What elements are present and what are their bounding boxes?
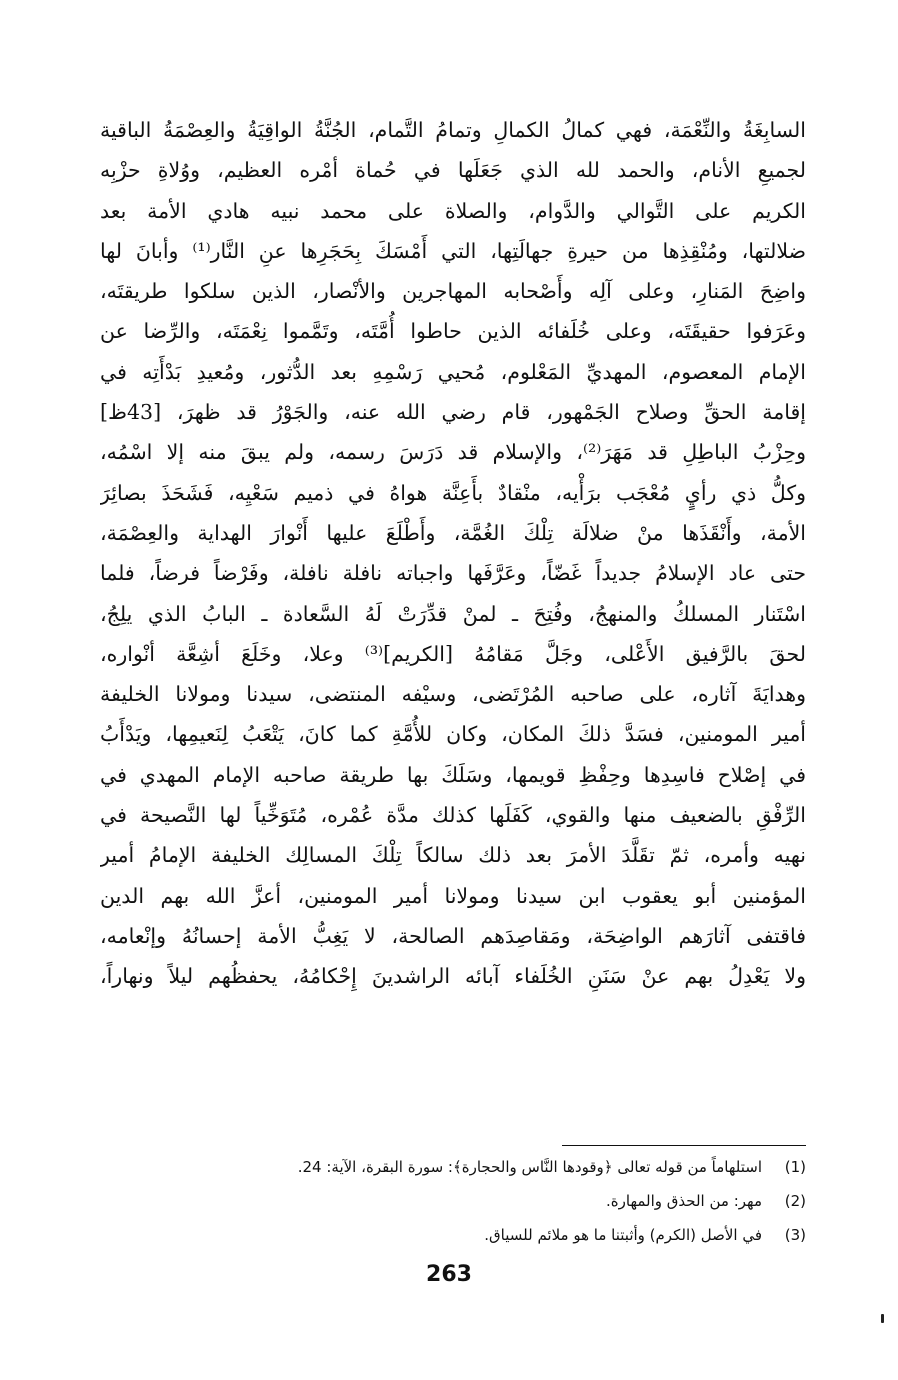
footnote-item [100, 1150, 806, 1184]
text-line: وهدايَةَ آثاره، على صاحبه المُرْتَضى، وسيْفه المنتضى، سيدنا ومولانا الخليفة [100, 682, 806, 707]
text-line: لحقَ بالرَّفيق الأَعْلى، وجَلَّ مَقامُهُ [الكريم]⁽³⁾ وعلا، وخَلَعَ أشِعَّة أنْواره، [100, 641, 806, 666]
text-line: وكلُّ ذي رأيٍ مُعْجَب برَأْيه، منْقادٌ بأَعِنَّة هواهُ في ذميم سَعْيِه، فَشَحَذَ بصائِرَ [100, 480, 806, 505]
page-number: 263 [426, 1262, 472, 1287]
text-line: نهيه وأمره، ثمّ تقَلَّدَ الأمرَ بعد ذلك سالكاً تِلْكَ المسالِك الخليفة الإمامُ أمير [100, 843, 806, 868]
text-line: الإمام المعصوم، المهديِّ المَعْلوم، مُحيي رَسْمِهِ بعد الدُّثور، ومُعيدِ بَدْأَتِه في [100, 359, 806, 384]
footnote-text: استلهاماً من قوله تعالى ﴿وقودها النَّاس والحجارة﴾: سورة البقرة، الآية: 24. [297, 1158, 762, 1176]
footnote-item [100, 1218, 806, 1252]
text-line: المؤمنين أبو يعقوب ابن سيدنا ومولانا أمير المومنين، أعزَّ الله بهم الدين [100, 883, 806, 908]
text-line: إقامة الحقِّ وصلاح الجَمْهور، قام رضي الله عنه، والجَوْرُ قد ظهرَ، [43ظ] [100, 400, 806, 425]
footnote-text: مهر: من الحذق والمهارة. [606, 1192, 762, 1210]
text-line: ضلالتها، ومُنْقِذِها من حيرةِ جهالَتِها، التي أَمْسَكَ بِحَجَرِها عنِ النَّار⁽¹⁾ وأبانَ لها [100, 238, 806, 263]
text-line: وعَرَفوا حقيقَتَه، وعلى خُلَفائه الذين حاطوا أُمَّتَه، وتَمَّموا نِعْمَتَه، والرِّضا عن [100, 319, 806, 344]
text-line: حتى عاد الإسلامُ جديداً غَضّاً، وعَرَّفَها واجباته نافلة نافلة، وفَرْضاً فرضاً، فلما [100, 561, 806, 586]
text-line: واضِحَ المَنارِ، وعلى آلِه وأَصْحابه المهاجرين والأنْصار، الذين سلكوا طريقتَه، [100, 279, 806, 304]
text-line: الرِّفْقِ بالضعيف منها والقوي، كَفَلَها كذلك مدَّة عُمْره، مُتَوَخِّياً لها النَّصيحة في [100, 803, 806, 828]
text-line: في إصْلاح فاسِدِها وحِفْظِ قويمها، وسَلَكَ بها طريقة صاحبه الإمام المهدي في [100, 762, 806, 787]
text-line: السابِغَةُ والنِّعْمَة، فهي كمالُ الكمالِ وتمامُ التَّمام، الجُنَّةُ الواقِيَةُ والعِصْمَةُ الباقية [100, 118, 806, 142]
text-line: ولا يَعْدِلُ بهم عنْ سَنَنِ الخُلَفاء آبائه الراشدينَ إِحْكامُهُ، يحفظُهم ليلاً ونهاراً، [100, 964, 806, 989]
footnote-number: (3) [784, 1226, 806, 1244]
text-line: الكريم على التَّوالي والدَّوام، والصلاة على محمد نبيه هادي الأمة بعد [100, 198, 806, 223]
text-line: وحِزْبُ الباطِلِ قد مَهَرَ⁽²⁾، والإسلام قد دَرَسَ رسمه، ولم يبقَ منه إلا اسْمُه، [100, 440, 806, 465]
footnote-separator [562, 1145, 806, 1146]
footnotes [100, 1150, 806, 1252]
main-text-block [100, 110, 806, 997]
text-line: فاقتفى آثارَهم الواضِحَة، ومَقاصِدَهم الصالحة، لا يَغِبُّ الأمة إحسانُهُ وإنْعامه، [100, 923, 806, 948]
footnote-item [100, 1184, 806, 1218]
text-line: أمير المومنين، فسَدَّ ذلكَ المكان، وكان للأُمَّةِ كما كانَ، يَتْعَبُ لِنَعيمِها، ويَدْأَبُ [100, 722, 806, 747]
text-line: لجميعِ الأنام، والحمد لله الذي جَعَلَها في حُماة أمْره العظيم، ووُلاةِ حزْبِه [100, 158, 806, 183]
scan-edge-mark [881, 1314, 884, 1323]
footnote-text: في الأصل (الكرم) وأثبتنا ما هو ملائم للسياق. [484, 1226, 762, 1244]
text-line: الأمة، وأَنْقَذَها منْ ضلالَة تِلْكَ الغُمَّة، وأَطْلَعَ عليها أَنْوارَ الهداية والعِصْمَة، [100, 520, 806, 545]
footnote-number: (2) [784, 1192, 806, 1210]
footnote-number: (1) [784, 1158, 806, 1176]
text-line: اسْتَنار المسلكُ والمنهجُ، وفُتِحَ ـ لمنْ قدِّرَتْ لَهُ السَّعادة ـ البابُ الذي يلِجُ، [100, 601, 806, 626]
